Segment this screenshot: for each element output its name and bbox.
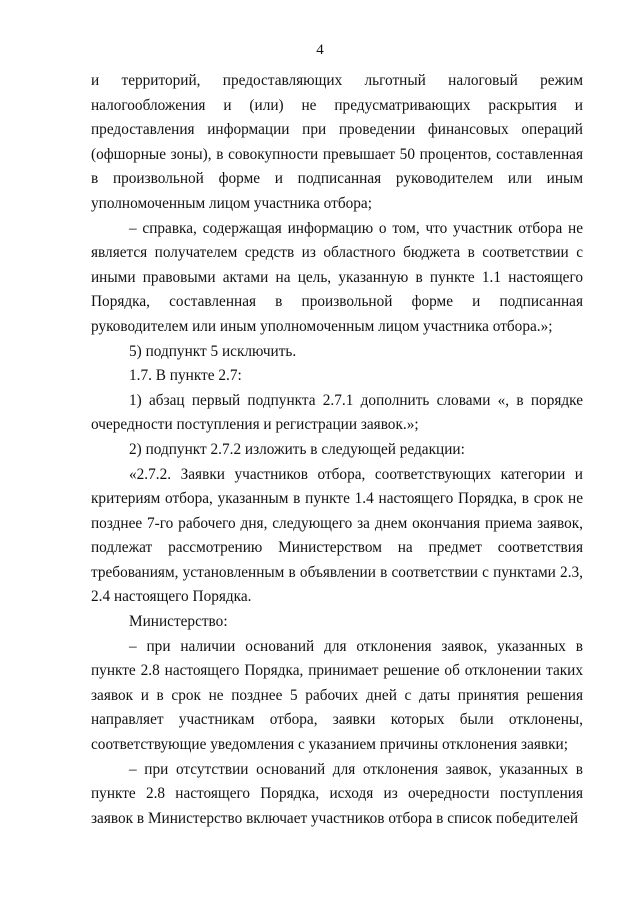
paragraph-amend-2-7-1: 1) абзац первый подпункта 2.7.1 дополнить словами «, в порядке очередности поступления и регистрации заявок.»; [91,391,583,434]
paragraph-budget-certificate: – справка, содержащая информацию о том, что участник отбора не является получателем средств из областного бюджета в соответствии с иными правовыми актами на цель, указанную в пункте 1.1 настоящего Порядка, составленная в произвольной форме и подписанная руководителем или иным уполномоченным лицом участника отбора.»; [91,219,583,335]
paragraph-ministry: Министерство: [129,613,228,631]
paragraph-no-rejection-grounds: – при отсутствии оснований для отклонения заявок, указанных в пункте 2.8 настоящего Порядка, исходя из очередности поступления заявок в Министерство включает участников отбора в список победителей [91,760,583,827]
paragraph-offshore-continuation: и территорий, предоставляющих льготный налоговый режим налогообложения и (или) не предусматривающих раскрытия и предоставления информации при проведении финансовых операций (офшорные зоны), в совокупности превышает 50 процентов, составленная в произвольной форме и подписанная руководителем или иным уполномоченным лицом участника отбора; [91,72,583,212]
paragraph-amend-2-7-2: 2) подпункт 2.7.2 изложить в следующей редакции: [129,440,465,458]
document-body [91,69,583,831]
paragraph-subitem-5: 5) подпункт 5 исключить. [129,342,297,360]
paragraph-rejection-grounds: – при наличии оснований для отклонения заявок, указанных в пункте 2.8 настоящего Порядка, принимает решение об отклонении таких заявок и в срок не позднее 5 рабочих дней с даты принятия решения направляет участникам отбора, заявки которых были отклонены, соответствующие уведомления с указанием причины отклонения заявки; [91,637,583,754]
paragraph-clause-1-7: 1.7. В пункте 2.7: [129,367,242,385]
page-number: 4 [316,42,324,58]
paragraph-new-2-7-2: «2.7.2. Заявки участников отбора, соответствующих категории и критериям отбора, указанным в пункте 1.4 настоящего Порядка, в срок не позднее 7-го рабочего дня, следующего за днем окончания приема заявок, подлежат рассмотрению Министерством на предмет соответствия требованиям, установленным в объявлении в соответствии с пунктами 2.3, 2.4 настоящего Порядка. [91,465,583,606]
